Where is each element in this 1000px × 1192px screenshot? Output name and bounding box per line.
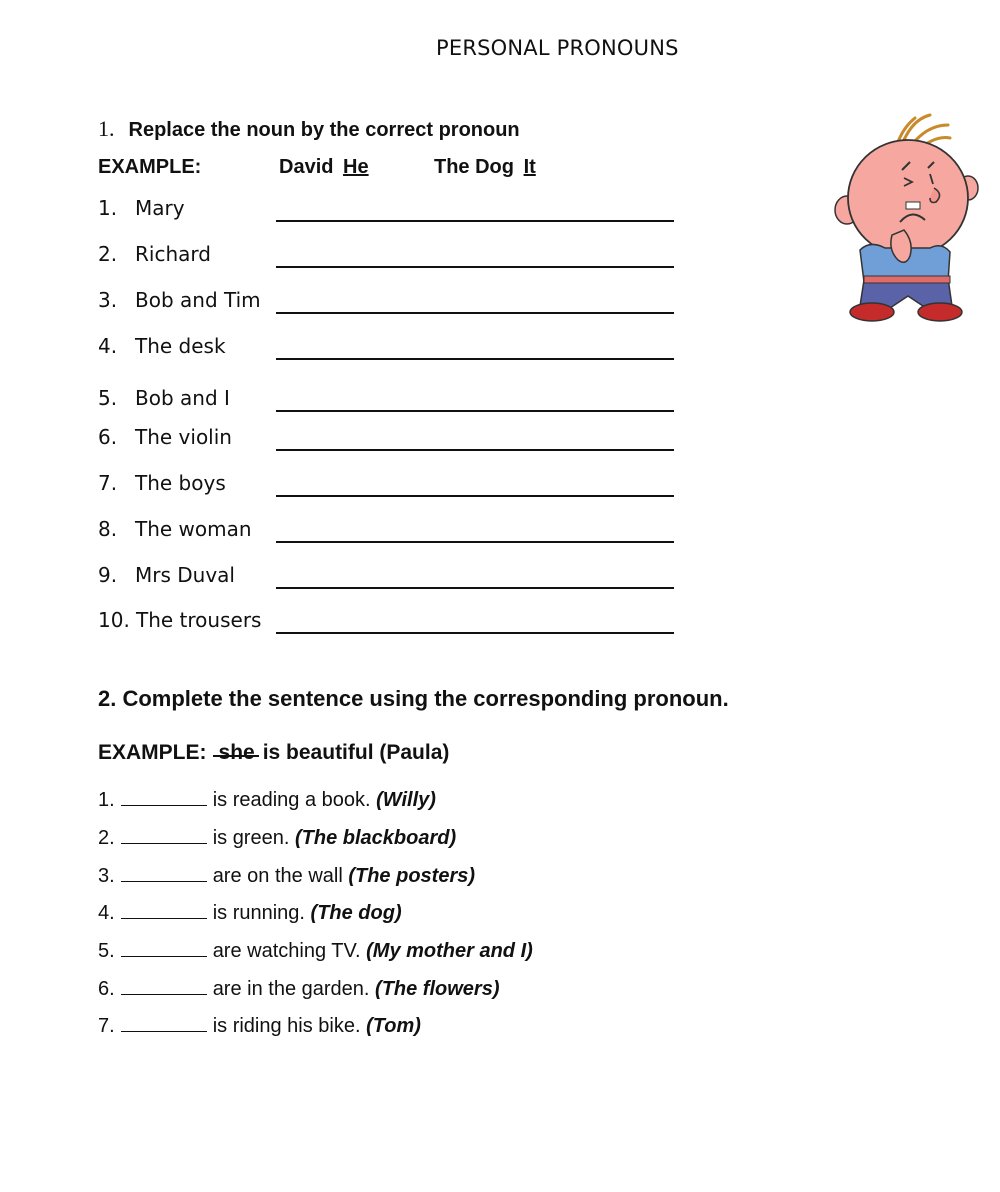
item-number: 10.: [98, 608, 130, 632]
section1-heading-text: Replace the noun by the correct pronoun: [128, 119, 520, 141]
item-number: 7.: [98, 1015, 115, 1037]
item-word: The trousers: [136, 608, 262, 632]
item-number: 5.: [98, 386, 118, 410]
item-number: 4.: [98, 902, 115, 924]
list-item: [98, 1015, 421, 1038]
answer-line[interactable]: [276, 587, 674, 589]
item-hint: (The dog): [310, 902, 402, 924]
item-word: Bob and Tim: [135, 288, 261, 312]
section1-example-a: [279, 156, 369, 179]
answer-line[interactable]: [276, 266, 674, 268]
item-number: 9.: [98, 563, 118, 587]
answer-blank[interactable]: [121, 902, 207, 919]
list-item: [98, 425, 678, 455]
thinking-boy-illustration: [830, 110, 985, 325]
list-item: [98, 334, 678, 364]
item-text: is running.: [212, 902, 305, 924]
section2-example: [98, 741, 449, 765]
answer-blank[interactable]: [121, 865, 207, 882]
section1-heading: [98, 116, 520, 142]
answer-line[interactable]: [276, 312, 674, 314]
item-number: 1.: [98, 196, 118, 220]
answer-line[interactable]: [276, 541, 674, 543]
answer-line[interactable]: [276, 495, 674, 497]
example-answer: she: [218, 741, 255, 764]
list-item: [98, 386, 678, 416]
item-text: are watching TV.: [212, 940, 361, 962]
section1-example-b: [434, 156, 536, 179]
item-word: The violin: [135, 425, 232, 449]
item-text: is riding his bike.: [212, 1015, 361, 1037]
example-label: EXAMPLE:: [98, 741, 207, 764]
item-text: are in the garden.: [212, 978, 370, 1000]
answer-line[interactable]: [276, 358, 674, 360]
item-hint: (My mother and I): [366, 940, 533, 962]
section1-number: 1.: [98, 116, 115, 141]
answer-blank[interactable]: [121, 789, 207, 806]
item-number: 3.: [98, 288, 118, 312]
answer-blank[interactable]: [121, 827, 207, 844]
item-number: 6.: [98, 978, 115, 1000]
list-item: [98, 978, 499, 1001]
list-item: [98, 865, 475, 888]
answer-line[interactable]: [276, 220, 674, 222]
list-item: [98, 242, 678, 272]
item-word: Mrs Duval: [135, 563, 235, 587]
example-rest: is beautiful (Paula): [262, 741, 450, 764]
list-item: [98, 471, 678, 501]
answer-blank[interactable]: [121, 978, 207, 995]
item-number: 3.: [98, 865, 115, 887]
answer-line[interactable]: [276, 632, 674, 634]
list-item: [98, 940, 533, 963]
answer-blank[interactable]: [121, 940, 207, 957]
item-word: Mary: [135, 196, 185, 220]
list-item: [98, 827, 456, 850]
item-hint: (The flowers): [375, 978, 500, 1000]
left-shoe: [850, 303, 894, 321]
example-b-noun: The Dog: [434, 156, 514, 178]
item-hint: (The blackboard): [294, 827, 457, 849]
answer-blank[interactable]: [121, 1015, 207, 1032]
item-number: 2.: [98, 827, 115, 849]
item-word: The boys: [135, 471, 226, 495]
item-text: is green.: [212, 827, 290, 849]
item-number: 1.: [98, 789, 115, 811]
item-number: 5.: [98, 940, 115, 962]
item-hint: (Willy): [376, 789, 436, 811]
page-title: PERSONAL PRONOUNS: [436, 36, 679, 60]
item-text: is reading a book.: [212, 789, 371, 811]
section1-example-label: EXAMPLE:: [98, 156, 202, 178]
answer-line[interactable]: [276, 410, 674, 412]
example-b-pronoun: It: [523, 156, 536, 178]
item-number: 7.: [98, 471, 118, 495]
item-number: 4.: [98, 334, 118, 358]
answer-line[interactable]: [276, 449, 674, 451]
list-item: [98, 608, 678, 638]
example-a-pronoun: He: [343, 156, 369, 178]
item-word: Richard: [135, 242, 211, 266]
item-word: The desk: [135, 334, 226, 358]
list-item: [98, 563, 678, 593]
belt: [864, 276, 950, 283]
teeth: [906, 202, 920, 209]
item-hint: (Tom): [366, 1015, 421, 1037]
section2-heading: 2. Complete the sentence using the corresponding pronoun.: [98, 686, 729, 711]
item-word: Bob and I: [135, 386, 230, 410]
item-hint: (The posters): [348, 865, 476, 887]
list-item: [98, 789, 436, 812]
list-item: [98, 196, 678, 226]
item-word: The woman: [135, 517, 252, 541]
list-item: [98, 288, 678, 318]
item-number: 6.: [98, 425, 118, 449]
list-item: [98, 902, 402, 925]
item-number: 8.: [98, 517, 118, 541]
item-number: 2.: [98, 242, 118, 266]
right-shoe: [918, 303, 962, 321]
example-a-noun: David: [279, 156, 334, 178]
item-text: are on the wall: [212, 865, 343, 887]
list-item: [98, 517, 678, 547]
